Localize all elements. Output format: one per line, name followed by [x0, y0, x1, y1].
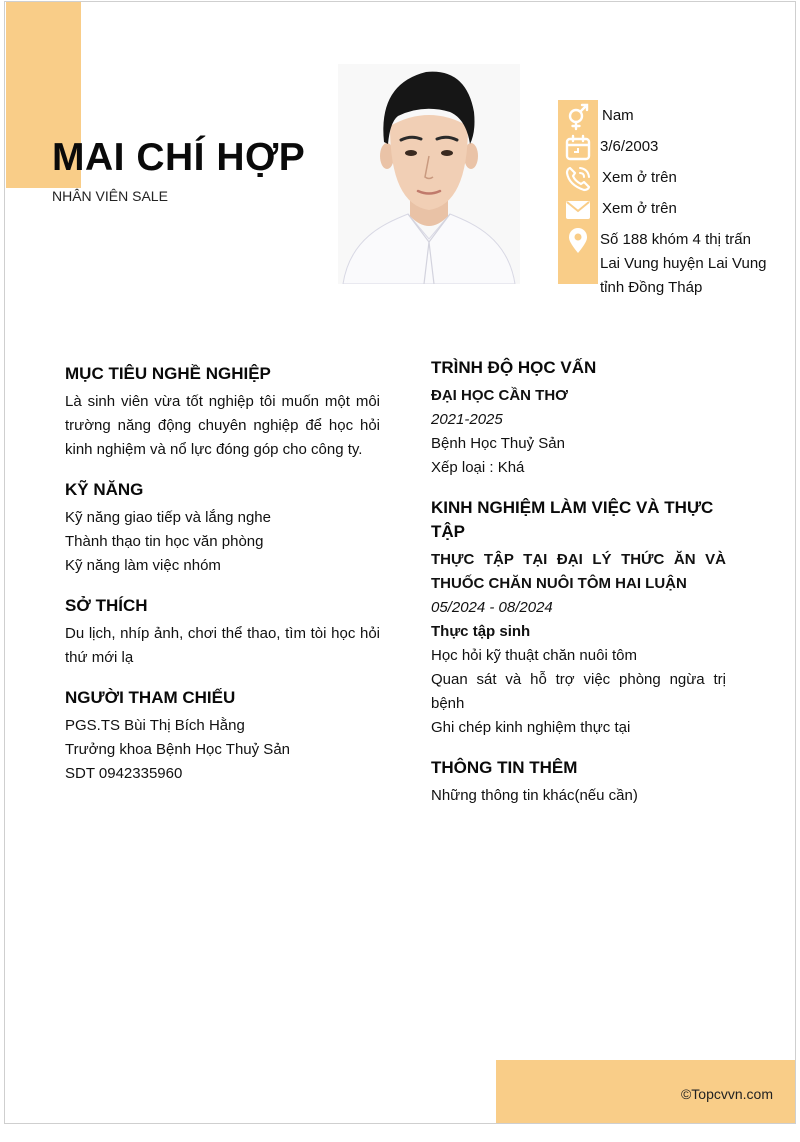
objective-title: MỤC TIÊU NGHỀ NGHIỆP — [65, 364, 271, 383]
reference-line: Trưởng khoa Bệnh Học Thuỷ Sản — [65, 741, 290, 758]
contact-birthday: 3/6/2003 — [600, 138, 659, 155]
experience-company: THỰC TẬP TẠI ĐẠI LÝ THỨC ĂN VÀ THUỐC CHĂN NUÔI TÔM HAI LUẬN — [431, 551, 726, 592]
skill-item: Kỹ năng làm việc nhóm — [65, 557, 221, 574]
contact-gender: Nam — [602, 107, 634, 124]
education-title: TRÌNH ĐỘ HỌC VẤN — [431, 358, 597, 377]
profile-photo — [338, 64, 520, 284]
skill-item: Kỹ năng giao tiếp và lắng nghe — [65, 509, 271, 526]
left-column — [65, 354, 380, 786]
education-major: Bệnh Học Thuỷ Sản — [431, 435, 565, 452]
experience-duty: Học hỏi kỹ thuật chăn nuôi tôm — [431, 647, 637, 664]
job-title: NHÂN VIÊN SALE — [52, 188, 168, 204]
extra-text: Những thông tin khác(nếu cần) — [431, 787, 638, 804]
cv-page — [4, 1, 796, 1124]
skill-item: Thành thạo tin học văn phòng — [65, 533, 264, 550]
address-line: tỉnh Đồng Tháp — [600, 279, 703, 296]
candidate-name: MAI CHÍ HỢP — [52, 136, 306, 179]
education-grade: Xếp loại : Khá — [431, 459, 525, 476]
education-school: ĐẠI HỌC CẦN THƠ — [431, 387, 568, 404]
objective-text: Là sinh viên vừa tốt nghiệp tôi muốn một môi trường năng động chuyên nghiệp để học hỏi kinh nghiệm và nổ lực đóng góp cho công ty. — [65, 393, 380, 458]
reference-line: SDT 0942335960 — [65, 765, 183, 782]
experience-period: 05/2024 - 08/2024 — [431, 599, 553, 616]
right-column — [431, 348, 726, 808]
contact-phone: Xem ở trên — [602, 169, 677, 186]
experience-duty: Quan sát và hỗ trợ việc phòng ngừa trị bệnh — [431, 671, 726, 712]
gender-icon — [564, 103, 592, 131]
experience-title: KINH NGHIỆM LÀM VIỆC VÀ THỰC TẬP — [431, 498, 714, 541]
contact-address — [600, 228, 767, 300]
address-line: Lai Vung huyện Lai Vung — [600, 255, 767, 272]
footer-copyright: ©Topcvvn.com — [680, 1086, 773, 1102]
reference-title: NGƯỜI THAM CHIẾU — [65, 688, 236, 707]
experience-duty: Ghi chép kinh nghiệm thực tại — [431, 719, 631, 736]
hobbies-text: Du lịch, nhíp ảnh, chơi thể thao, tìm tòi học hỏi thứ mới lạ — [65, 625, 380, 666]
email-icon — [564, 196, 592, 224]
skills-title: KỸ NĂNG — [65, 480, 144, 499]
reference-line: PGS.TS Bùi Thị Bích Hằng — [65, 717, 245, 734]
education-years: 2021-2025 — [431, 411, 503, 428]
address-line: Số 188 khóm 4 thị trấn — [600, 231, 751, 248]
experience-role: Thực tập sinh — [431, 623, 531, 640]
phone-icon — [564, 165, 592, 193]
contact-email: Xem ở trên — [602, 200, 677, 217]
extra-title: THÔNG TIN THÊM — [431, 758, 578, 777]
calendar-icon — [564, 134, 592, 162]
hobbies-title: SỞ THÍCH — [65, 596, 148, 615]
location-icon — [564, 227, 592, 255]
contact-icon-strip — [558, 100, 598, 284]
